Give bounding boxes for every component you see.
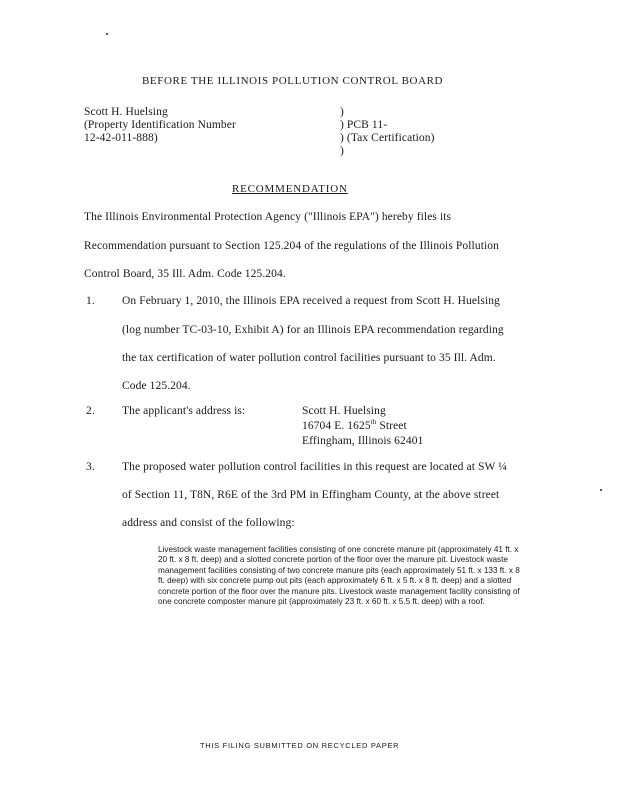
recommendation-title: RECOMMENDATION [232, 183, 348, 195]
intro-line-3: Control Board, 35 Ill. Adm. Code 125.204. [84, 268, 286, 280]
address-street-number: 16704 E. 1625 [302, 420, 371, 432]
caption-right-line-4: ) [340, 145, 344, 157]
scan-speck [600, 489, 602, 491]
para1-line-3: the tax certification of water pollution control facilities pursuant to 35 Ill. Adm. [122, 352, 496, 364]
para3-line-3: address and consist of the following: [122, 517, 295, 529]
board-heading: BEFORE THE ILLINOIS POLLUTION CONTROL BOARD [142, 75, 444, 87]
intro-line-1: The Illinois Environmental Protection Agency ("Illinois EPA") hereby files its [84, 211, 452, 223]
para1-number: 1. [86, 295, 95, 307]
address-name: Scott H. Huelsing [302, 405, 386, 417]
para2-number: 2. [86, 405, 95, 417]
intro-line-2: Recommendation pursuant to Section 125.204 of the regulations of the Illinois Pollution [84, 240, 499, 252]
para1-line-4: Code 125.204. [122, 380, 191, 392]
para3-line-1: The proposed water pollution control facilities in this request are located at SW ¼ [122, 461, 507, 473]
address-street [302, 420, 407, 432]
address-city: Effingham, Illinois 62401 [302, 435, 424, 447]
scan-speck [106, 33, 108, 35]
para3-number: 3. [86, 461, 95, 473]
caption-left-line-1: Scott H. Huelsing [84, 106, 168, 118]
para2-label: The applicant's address is: [122, 405, 246, 417]
facilities-description-block: Livestock waste management facilities consisting of one concrete manure pit (approximately 41 ft. x 20 ft. x 8 ft. deep) and a slotted concrete portion of the floor over the manure pit. Livestock waste management facilities consisting of two concrete manure pits (each approximately 51 ft. x 133 ft. x 8 ft. deep) with six concrete pump out pits (each approximately 6 ft. x 5 ft. x 8 ft. deep) and a slotted concrete portion of the floor over the manure pits. Livestock waste management facility consisting of one concrete composter manure pit (approximately 23 ft. x 60 ft. x 5.5 ft. deep) with a roof. [158, 545, 520, 607]
address-street-suffix: th [370, 418, 377, 427]
caption-right-line-2: ) PCB 11- [340, 119, 388, 131]
address-street-rest: Street [376, 420, 407, 432]
caption-left-line-3: 12-42-011-888) [84, 132, 158, 144]
para3-line-2: of Section 11, T8N, R6E of the 3rd PM in Effingham County, at the above street [122, 489, 500, 501]
caption-left-line-2: (Property Identification Number [84, 119, 236, 131]
caption-right-line-1: ) [340, 106, 344, 118]
caption-right-line-3: ) (Tax Certification) [340, 132, 435, 144]
para1-line-2: (log number TC-03-10, Exhibit A) for an Illinois EPA recommendation regarding [122, 324, 504, 336]
recycled-paper-footer: THIS FILING SUBMITTED ON RECYCLED PAPER [200, 741, 400, 750]
para1-line-1: On February 1, 2010, the Illinois EPA received a request from Scott H. Huelsing [122, 295, 500, 307]
